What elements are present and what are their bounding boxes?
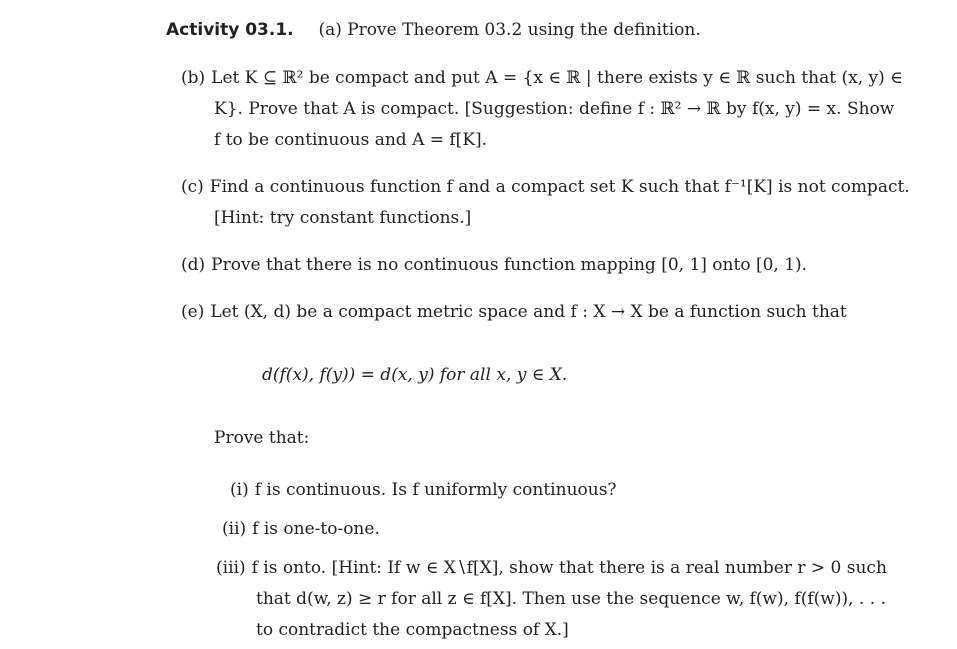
part-e-text-1: Let (X, d) be a compact metric space and f : X → X be a function such that xyxy=(210,302,847,322)
part-e-item-i xyxy=(230,479,617,501)
part-e-prove-that: Prove that: xyxy=(214,428,310,448)
part-e-item-ii xyxy=(222,518,380,540)
part-e-item-iii-line-2: that d(w, z) ≥ r for all z ∈ f[X]. Then use the sequence w, f(w), f(f(w)), . . . xyxy=(256,589,886,609)
part-c-line-1 xyxy=(181,176,910,198)
item-i-label: (i) xyxy=(230,480,249,500)
part-c-line-2: [Hint: try constant functions.] xyxy=(214,208,472,228)
part-e-label: (e) xyxy=(181,302,205,322)
part-c-label: (c) xyxy=(181,177,204,197)
part-c-text-1: Find a continuous function f and a compact set K such that f⁻¹[K] is not compact. xyxy=(209,177,910,197)
part-b-text-1: Let K ⊆ ℝ² be compact and put A = {x ∈ ℝ | there exists y ∈ ℝ such that (x, y) ∈ xyxy=(211,68,903,88)
activity-header xyxy=(166,19,701,41)
part-e-item-iii-line-3: to contradict the compactness of X.] xyxy=(256,620,569,640)
item-ii-label: (ii) xyxy=(222,519,247,539)
part-d-line-1 xyxy=(181,254,807,276)
part-a-text: (a) Prove Theorem 03.2 using the definition. xyxy=(318,20,701,40)
activity-title: Activity 03.1. xyxy=(166,20,294,40)
part-d-label: (d) xyxy=(181,255,206,275)
part-e-item-iii-line-1 xyxy=(216,557,887,579)
part-b-label: (b) xyxy=(181,68,206,88)
part-b-line-3: f to be continuous and A = f[K]. xyxy=(214,130,488,150)
item-i-text: f is continuous. Is f uniformly continuous? xyxy=(254,480,617,500)
item-iii-label: (iii) xyxy=(216,558,246,578)
item-ii-text: f is one-to-one. xyxy=(252,519,380,539)
part-b-line-2: K}. Prove that A is compact. [Suggestion: define f : ℝ² → ℝ by f(x, y) = x. Show xyxy=(214,99,895,119)
item-iii-text-1: f is onto. [Hint: If w ∈ X∖f[X], show that there is a real number r > 0 such xyxy=(251,558,887,578)
part-d-text-1: Prove that there is no continuous function mapping [0, 1] onto [0, 1). xyxy=(211,255,808,275)
part-e-line-1 xyxy=(181,301,847,323)
part-b-line-1 xyxy=(181,67,903,89)
part-e-display-equation: d(f(x), f(y)) = d(x, y) for all x, y ∈ X. xyxy=(262,365,568,385)
